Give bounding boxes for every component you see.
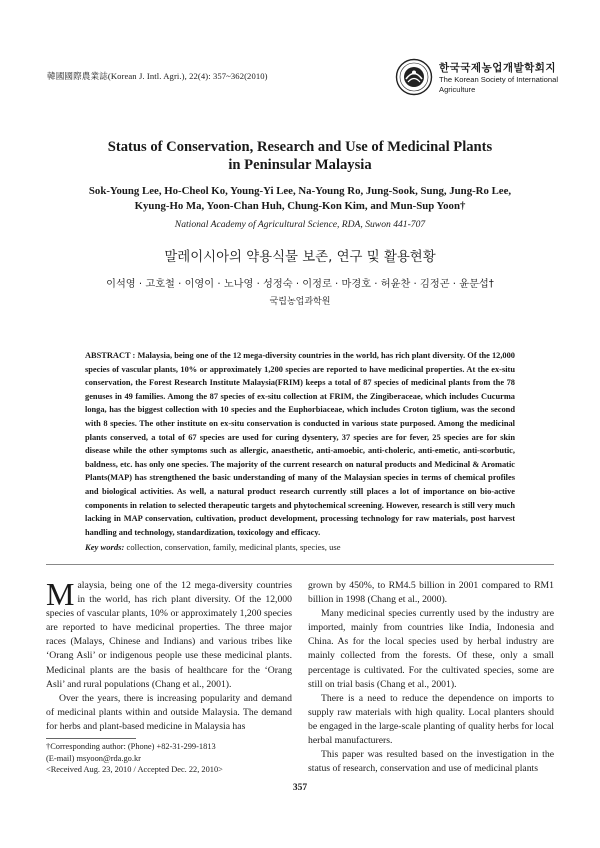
- body-paragraph: Many medicinal species currently used by the industry are imported, mainly from countries like India, Indonesia and China. As for the local species used by herbal industry are mainly collected from the forests. Of these, only a small percentage is cultivated. For the cultivated species, some are still on trial basis (Chang et al., 2001).: [308, 608, 554, 690]
- keywords-text: collection, conservation, family, medicinal plants, species, use: [126, 542, 341, 552]
- footnote-divider: [46, 738, 136, 739]
- footnotes: [46, 741, 296, 776]
- footnote-corresponding: †Corresponding author: (Phone) +82-31-299-1813: [46, 742, 216, 751]
- authors-line1: Sok-Young Lee, Ho-Cheol Ko, Young-Yi Lee, Na-Young Ro, Jung-Sook, Sung, Jung-Ro Lee,: [88, 185, 512, 197]
- body-paragraph: [46, 576, 292, 692]
- body-column-left: [46, 576, 292, 734]
- society-header: [395, 58, 585, 100]
- article-title-line1: Status of Conservation, Research and Use of Medicinal Plants: [107, 139, 493, 155]
- society-name-korean: 한국국제농업개발학회지: [439, 62, 557, 74]
- society-name-english-line2: Agriculture: [439, 85, 476, 94]
- authors-line2: Kyung-Ho Ma, Yoon-Chan Huh, Chung-Kon Kim, and Mun-Sup Yoon†: [134, 200, 466, 212]
- paragraph-text: alaysia, being one of the 12 mega-diversity countries in the world, has rich plant diversity. Of the 12,000 species of vascular plants, 10% or approximately 1,200 species are reported to have medicinal properties. The three major races (Malays, Chinese and Indians) and various tribes like ‘Orang Asli’ or indigenous people use these medicinal plants. Medicinal plants are the basis of healthcare for the ‘Orang Asli’ and rural populations (Chang et al., 2001).: [46, 580, 292, 690]
- abstract-label: ABSTRACT :: [85, 351, 138, 360]
- body-paragraph: There is a need to reduce the dependence on imports to supply raw materials with high quality. Local planters should be engaged in the large-scale planting of quality herbs for local herbal manufacturers.: [308, 692, 554, 747]
- drop-cap: M: [46, 576, 75, 612]
- article-title-line2: in Peninsular Malaysia: [228, 157, 372, 173]
- footnote-received: <Received Aug. 23, 2010 / Accepted Dec. 22, 2010>: [46, 765, 223, 775]
- abstract: [85, 349, 515, 539]
- abstract-text: Malaysia, being one of the 12 mega-diversity countries in the world, has rich plant diversity. Of the 12,000 species of vascular plants, 10% or approximately 1,200 species are reported to have medicinal properties. At the ex-situ conservation, the Forest Research Institute Malaysia(FRIM) keeps a total of 87 species of medicinal plants from the 78 genuses in 49 families. Among the 87 species of ex-situ collection at FRIM, the Zingiberaceae, which includes Cucurma longa, has the biggest collection with 10 species and the Euphorbiaceae, which includes Croton tiglium, was the second with 8 species. The other institute on ex-situ conservation is conducted in various state purposed. Among the medicinal plants conserved, a total of 67 species are used for curing dysentery, 37 species are for fever, 25 species are for skin disease while the other symptoms such as allergic, anaesthetic, anti-amoebic, anti-choleric, anti-emetic, anti-scorbutic, baldness, etc. has only one species. The majority of the current research on natural products and Medicinal & Aromatic Plants(MAP) has strengthened the basic understanding of many of the Malaysian species in terms of chemical profiles and biological activities. As well, a natural product research currently still places a lot of importance on bio-active components in relation to selected therapeutic targets and phytochemical screening. However, research is still very much lacking in MAP conservation, cultivation, product development, processing technology for raw materials, post harvest handling and technology, standardization, toxicology and efficacy.: [85, 351, 515, 537]
- korean-authors: 이석영 · 고호철 · 이영이 · 노나영 · 성정숙 · 이정로 · 마경호 · 허윤찬 · 김정곤 · 윤문섭†: [106, 279, 494, 290]
- body-paragraph: Over the years, there is increasing popularity and demand of medicinal plants within and outside Malaysia. The demand for herbs and plant-based medicine in Malaysia has: [46, 692, 292, 732]
- korean-title: 말레이시아의 약용식물 보존, 연구 및 활용현황: [164, 250, 436, 265]
- keywords-label: Key words:: [85, 542, 127, 552]
- society-name-english-line1: The Korean Society of International: [439, 75, 559, 84]
- page-number: 357: [292, 783, 308, 793]
- body-column-right: [308, 579, 554, 776]
- korean-affiliation: 국립농업과학원: [269, 297, 331, 307]
- keywords: [85, 542, 515, 552]
- affiliation: National Academy of Agricultural Science, RDA, Suwon 441-707: [174, 219, 426, 230]
- section-divider: [46, 564, 554, 565]
- journal-reference: 韓國國際農業誌(Korean J. Intl. Agri.), 22(4): 357~362(2010): [47, 71, 268, 81]
- society-logo-icon: [395, 58, 433, 96]
- body-paragraph: grown by 450%, to RM4.5 billion in 2001 compared to RM1 billion in 1998 (Chang et al., 2000).: [308, 580, 554, 606]
- body-paragraph: This paper was resulted based on the investigation in the status of research, conservation and use of medicinal plants: [308, 749, 554, 775]
- footnote-email: (E-mail) msyoon@rda.go.kr: [46, 753, 141, 763]
